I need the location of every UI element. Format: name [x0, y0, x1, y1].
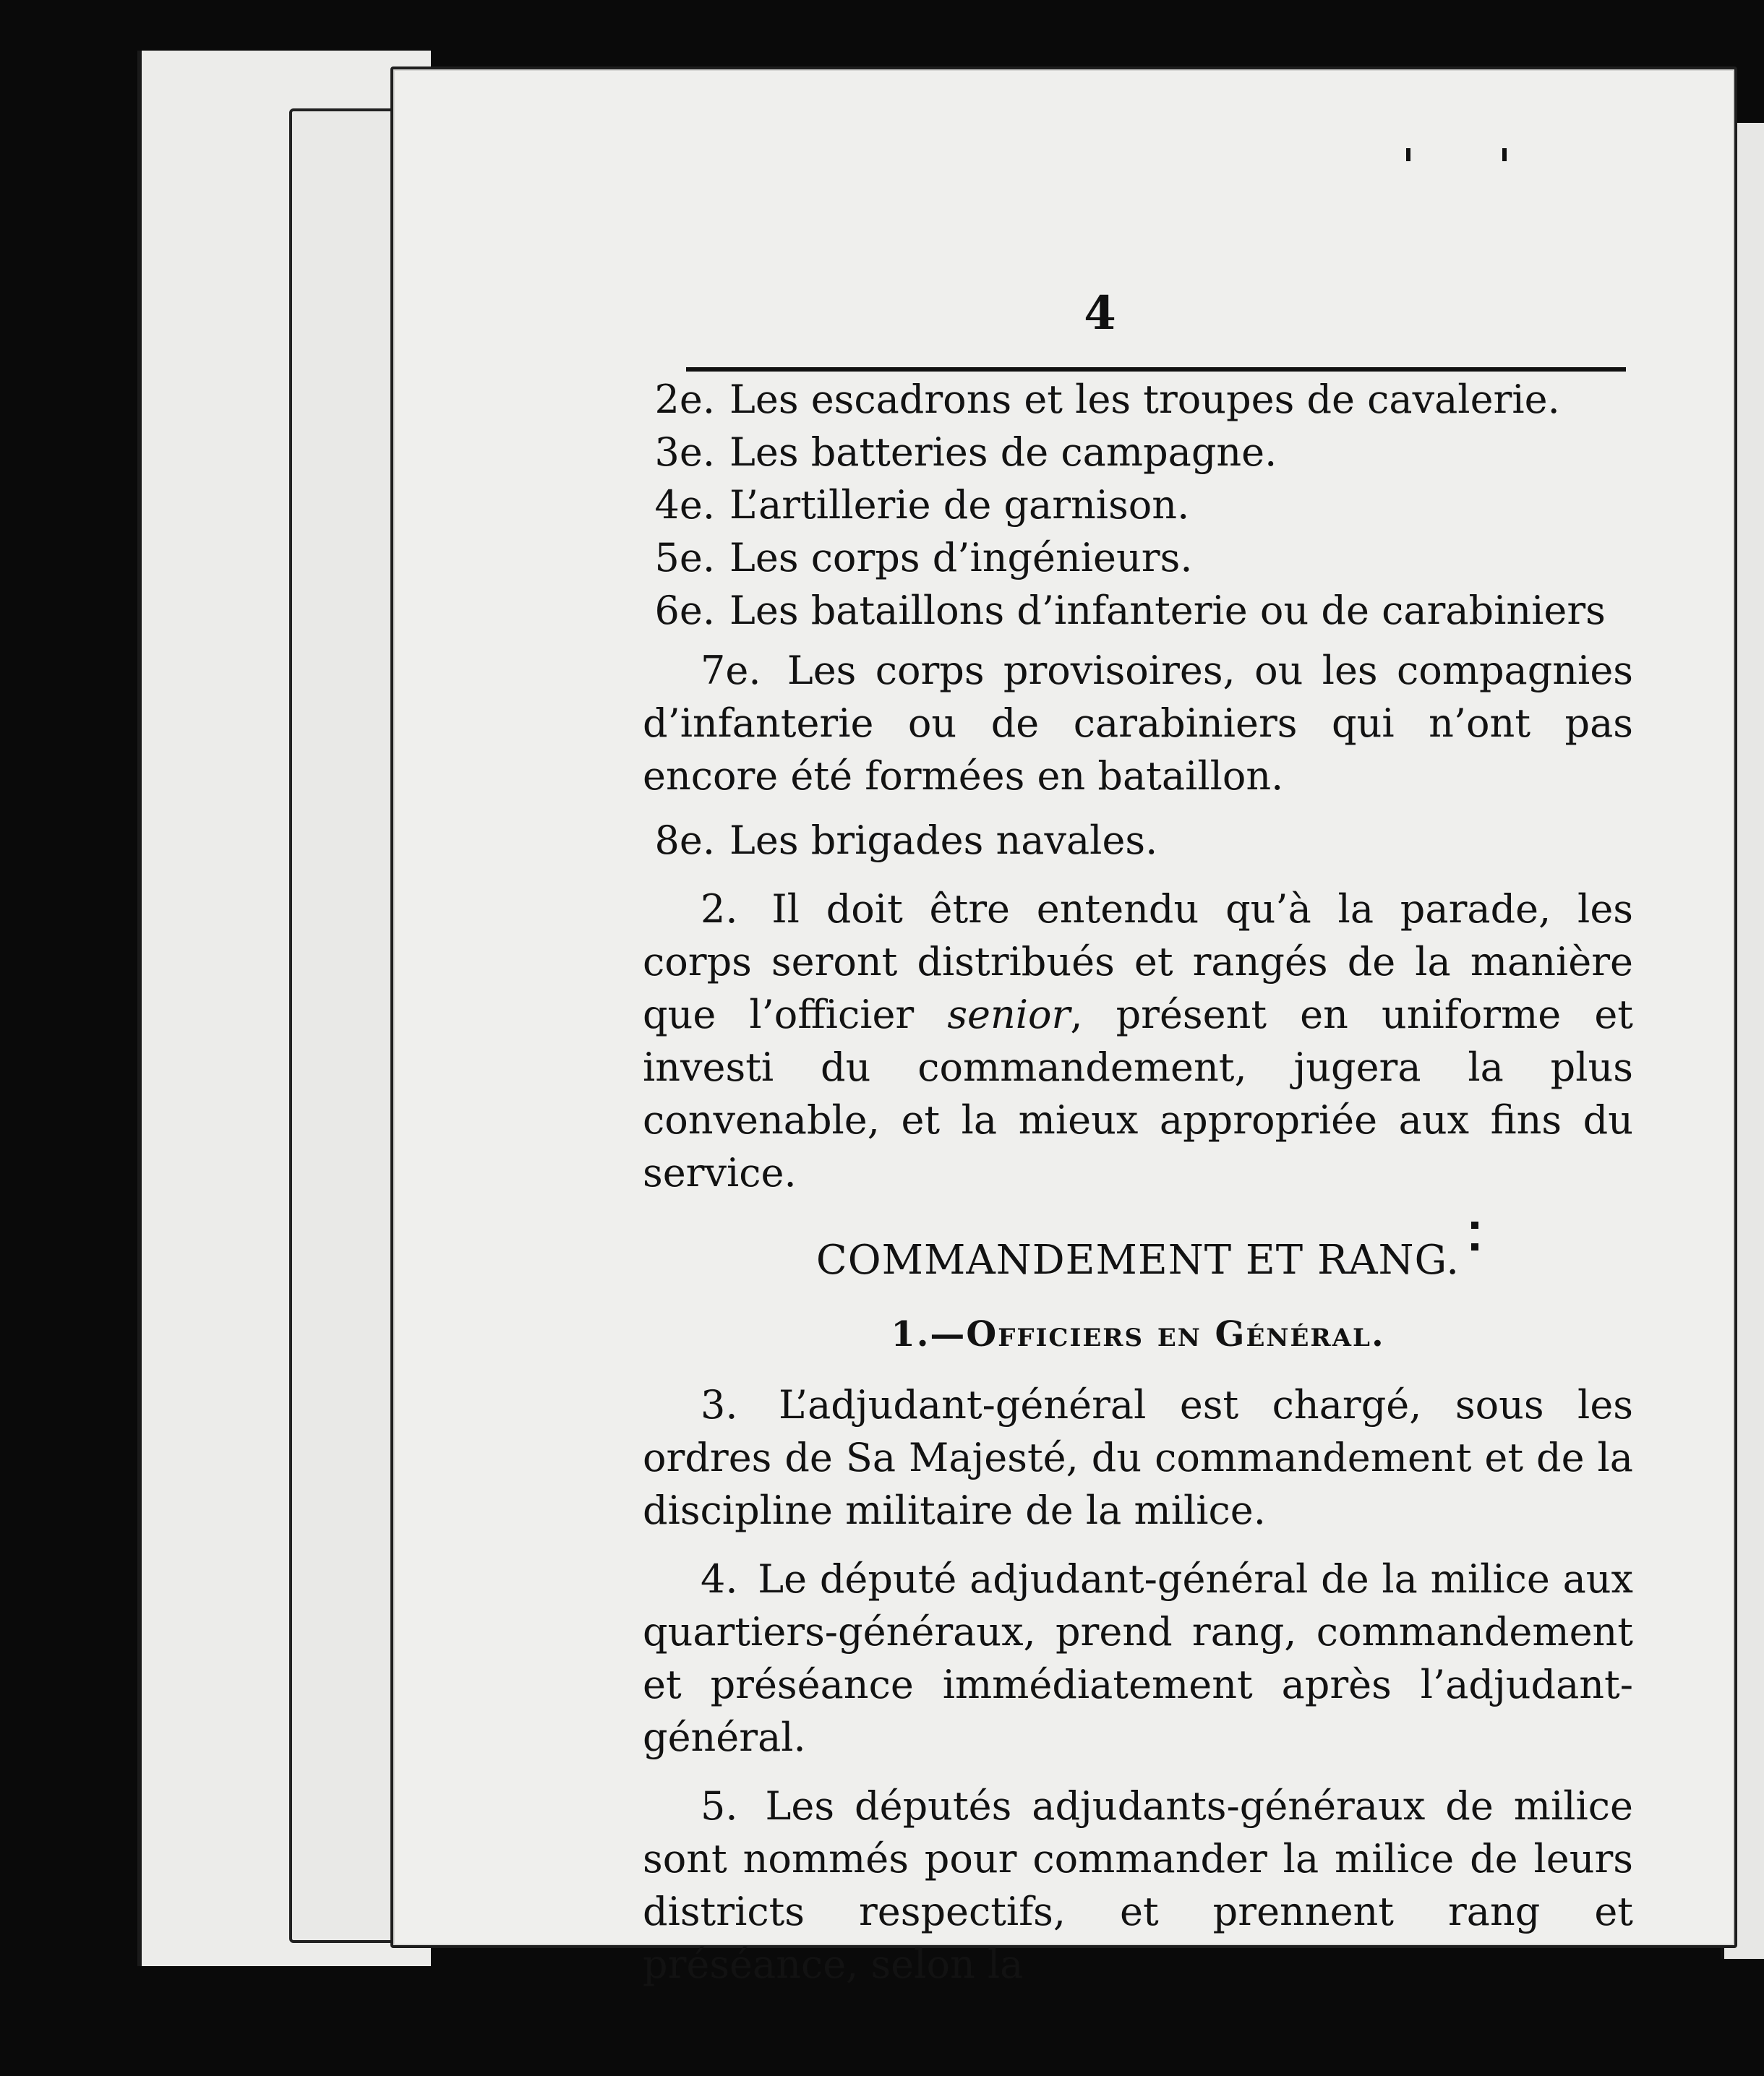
list-item — [643, 814, 1633, 867]
list-item-number: 2e. — [654, 377, 715, 422]
paragraph-text: Les députés adjudants-généraux de milice sont nommés pour commander la milice de leurs districts respectifs, et prennent rang et préséance, selon la — [643, 1783, 1633, 1987]
scan-speck — [1406, 148, 1410, 161]
scan-speck — [1502, 148, 1507, 161]
list-item-number: 5e. — [654, 535, 715, 580]
emphasis-text: senior — [947, 992, 1071, 1037]
list-item — [643, 584, 1633, 637]
list-item — [643, 426, 1633, 479]
list-item — [643, 373, 1633, 426]
scan-speck — [1471, 1222, 1478, 1229]
paragraph-number: 2. — [701, 886, 738, 932]
paragraph-3 — [643, 1378, 1633, 1537]
list-item-text: Les corps d’ingénieurs. — [729, 535, 1193, 580]
paragraph-5 — [643, 1780, 1633, 1991]
paragraph-text: Il doit être entendu qu’à la parade, les corps seront distribués et rangés de la manière que l’officier — [643, 886, 1633, 1037]
paragraph-2 — [643, 883, 1633, 1199]
list-item-text: Les escadrons et les troupes de cavalerie. — [729, 377, 1560, 422]
page-number: 4 — [1084, 286, 1116, 340]
paragraph-number: 4. — [701, 1556, 738, 1602]
list-item — [643, 644, 1633, 802]
scan-speck — [1471, 1243, 1478, 1251]
list-item — [643, 531, 1633, 584]
subsection-heading: 1.—Officiers en Général. — [891, 1314, 1385, 1355]
paragraph-text: L’adjudant-général est chargé, sous les ordres de Sa Majesté, du commandement et de la discipline militaire de la milice. — [643, 1382, 1633, 1533]
paragraph-text: Le député adjudant-général de la milice aux quartiers-généraux, prend rang, commandement et préséance immédiatement après l’adjudant-général. — [643, 1556, 1633, 1760]
paragraph-number: 5. — [701, 1783, 738, 1829]
paragraph-text: , présent en uniforme et investi du commandement, jugera la plus convenable, et la mieux appropriée aux fins du service. — [643, 992, 1633, 1196]
list-item-text: Les corps provisoires, ou les compagnies d’infanterie ou de carabiniers qui n’ont pas encore été formées en bataillon. — [643, 648, 1633, 799]
list-item-text: L’artillerie de garnison. — [729, 482, 1190, 528]
list-item-number: 3e. — [654, 429, 715, 475]
list-item-text: Les bataillons d’infanterie ou de carabiniers — [729, 588, 1606, 633]
list-item-text: Les batteries de campagne. — [729, 429, 1277, 475]
section-heading: COMMANDEMENT ET RANG. — [815, 1237, 1460, 1284]
list-item-number: 6e. — [654, 588, 715, 633]
paragraph-4 — [643, 1553, 1633, 1764]
list-item — [643, 479, 1633, 531]
paragraph-number: 3. — [701, 1382, 738, 1428]
list-item-number: 7e. — [701, 648, 761, 693]
list-item-text: Les brigades navales. — [729, 818, 1158, 863]
header-rule — [686, 367, 1626, 372]
list-item-number: 8e. — [654, 818, 715, 863]
page-body — [643, 373, 1633, 1991]
document-page — [390, 67, 1737, 1987]
list-item-number: 4e. — [654, 482, 715, 528]
